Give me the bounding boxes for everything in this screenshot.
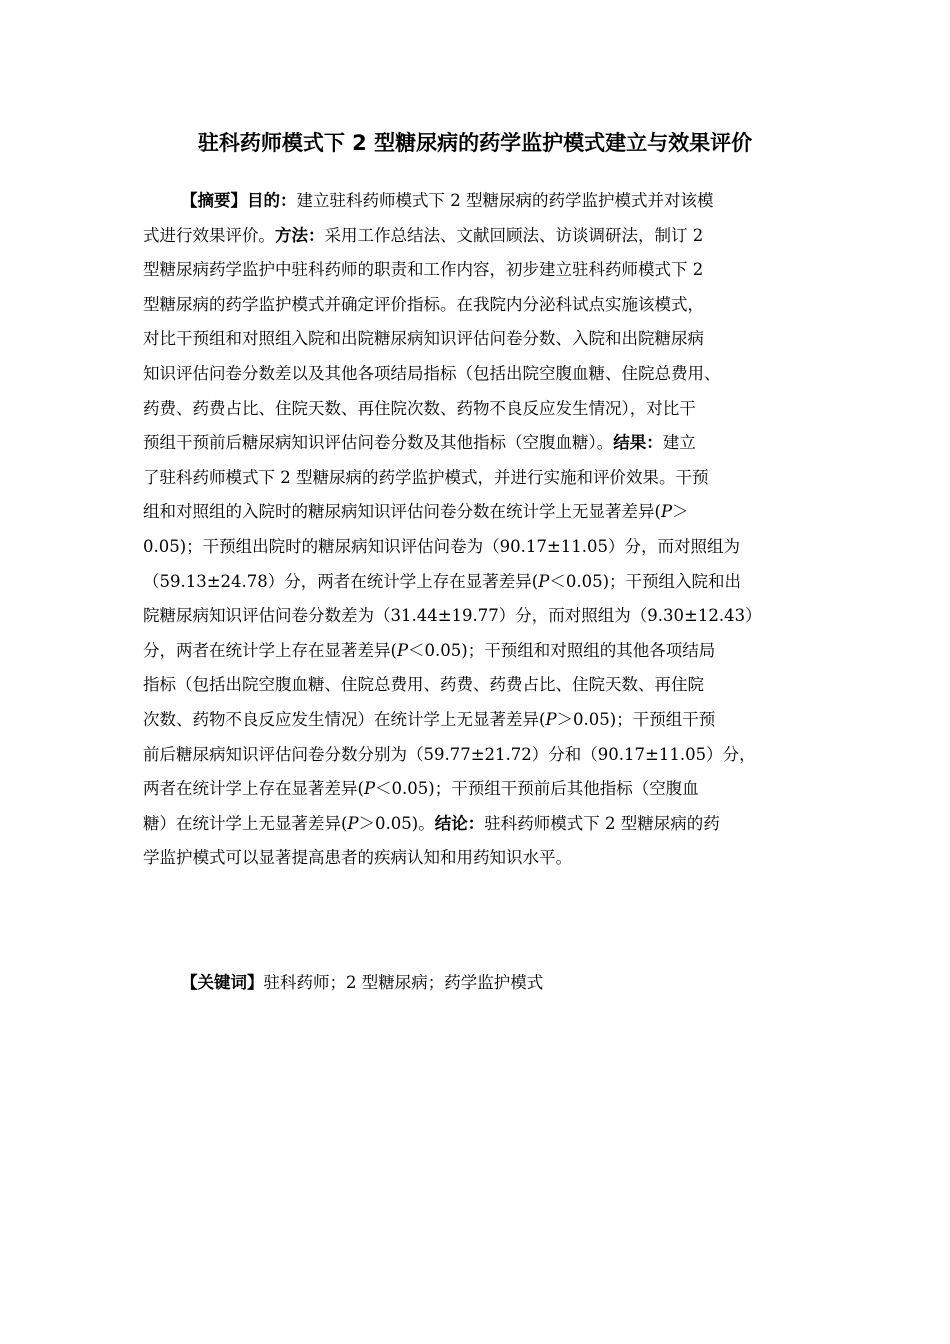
abstract-text: ＞0.05)。: [358, 813, 435, 833]
abstract-text: 式进行效果评价。: [143, 225, 275, 245]
abstract-line: [143, 357, 811, 392]
abstract-line: [143, 703, 811, 738]
abstract-text: 院糖尿病知识评估问卷分数差为（31.44±19.77）分，而对照组为（9.30±12.43）: [143, 606, 762, 626]
abstract-text: P: [545, 709, 557, 729]
abstract-body: [143, 184, 811, 876]
abstract-line: [143, 807, 811, 842]
abstract-line: [143, 530, 811, 565]
abstract-line: [143, 738, 811, 773]
abstract-text: 了驻科药师模式下 2 型糖尿病的药学监护模式，并进行实施和评价效果。干预: [143, 467, 709, 487]
abstract-line: [143, 668, 811, 703]
abstract-heading: 方法：: [275, 225, 325, 245]
abstract-line: [143, 634, 811, 669]
abstract-text: 采用工作总结法、文献回顾法、访谈调研法，制订 2: [324, 225, 704, 245]
abstract-line: [143, 841, 811, 876]
paper-title: 驻科药师模式下 2 型糖尿病的药学监护模式建立与效果评价: [197, 131, 753, 155]
abstract-text: 型糖尿病药学监护中驻科药师的职责和工作内容，初步建立驻科药师模式下 2: [143, 260, 704, 280]
abstract-text: 0.05)；干预组出院时的糖尿病知识评估问卷为（90.17±11.05）分，而对照组为: [143, 536, 740, 556]
abstract-line: [143, 495, 811, 530]
keywords-line: [181, 968, 543, 998]
abstract-line: [143, 772, 811, 807]
abstract-text: P: [363, 779, 376, 799]
abstract-heading: 结果：: [613, 433, 663, 453]
abstract-text: 分，两者在统计学上存在显著差异(: [143, 640, 397, 660]
abstract-line: [143, 565, 811, 600]
abstract-line: [143, 461, 811, 496]
abstract-text: 组和对照组的入院时的糖尿病知识评估问卷分数在统计学上无显著差异(: [143, 502, 661, 522]
abstract-text: 学监护模式可以显著提高患者的疾病认知和用药知识水平。: [143, 848, 572, 868]
abstract-text: 指标（包括出院空腹血糖、住院总费用、药费、药费占比、住院天数、再住院: [143, 675, 704, 695]
abstract-text: P: [347, 813, 359, 833]
abstract-line: [143, 322, 811, 357]
abstract-text: 前后糖尿病知识评估问卷分数分别为（59.77±21.72）分和（90.17±11.05）分，: [143, 744, 756, 764]
abstract-text: ＞: [672, 502, 689, 522]
abstract-text: ＞0.05)；干预组干预: [556, 709, 716, 729]
abstract-heading: 结论：: [434, 813, 485, 833]
abstract-text: 糖）在统计学上无显著差异(: [143, 813, 348, 833]
keywords-label: 【关键词】: [181, 973, 264, 992]
abstract-text: P: [660, 502, 673, 522]
abstract-text: 预组干预前后糖尿病知识评估问卷分数及其他指标（空腹血糖）。: [143, 433, 614, 453]
abstract-text: 两者在统计学上存在显著差异(: [143, 779, 364, 799]
abstract-line: [143, 392, 811, 427]
abstract-text: 药费、药费占比、住院天数、再住院次数、药物不良反应发生情况），对比干: [143, 398, 696, 418]
abstract-line: [143, 219, 811, 254]
abstract-text: 建立驻科药师模式下 2 型糖尿病的药学监护模式并对该模: [296, 191, 714, 210]
abstract-line: [143, 426, 811, 461]
abstract-line: [143, 599, 811, 634]
abstract-text: ＜0.05)；干预组入院和出: [549, 571, 742, 591]
abstract-text: 对比干预组和对照组入院和出院糖尿病知识评估问卷分数、入院和出院糖尿病: [143, 329, 704, 349]
abstract-text: 建立: [662, 433, 696, 453]
abstract-text: ＜0.05)；干预组干预前后其他指标（空腹血: [375, 779, 699, 799]
abstract-text: 知识评估问卷分数差以及其他各项结局指标（包括出院空腹血糖、住院总费用、: [143, 363, 721, 383]
abstract-text: （59.13±24.78）分，两者在统计学上存在显著差异(: [143, 571, 539, 591]
keywords-text: 驻科药师；2 型糖尿病；药学监护模式: [263, 973, 544, 992]
abstract-text: 驻科药师模式下 2 型糖尿病的药: [484, 813, 720, 833]
abstract-text: ＜0.05)；干预组和对照组的其他各项结局: [408, 640, 716, 660]
abstract-heading: 【摘要】目的：: [181, 191, 297, 210]
abstract-text: 次数、药物不良反应发生情况）在统计学上无显著差异(: [143, 709, 546, 729]
abstract-line: [143, 253, 811, 288]
abstract-text: 型糖尿病的药学监护模式并确定评价指标。在我院内分泌科试点实施该模式，: [143, 294, 704, 314]
abstract-line: [143, 288, 811, 323]
abstract-text: P: [538, 571, 550, 591]
abstract-line: [143, 184, 811, 219]
abstract-text: P: [396, 640, 409, 660]
